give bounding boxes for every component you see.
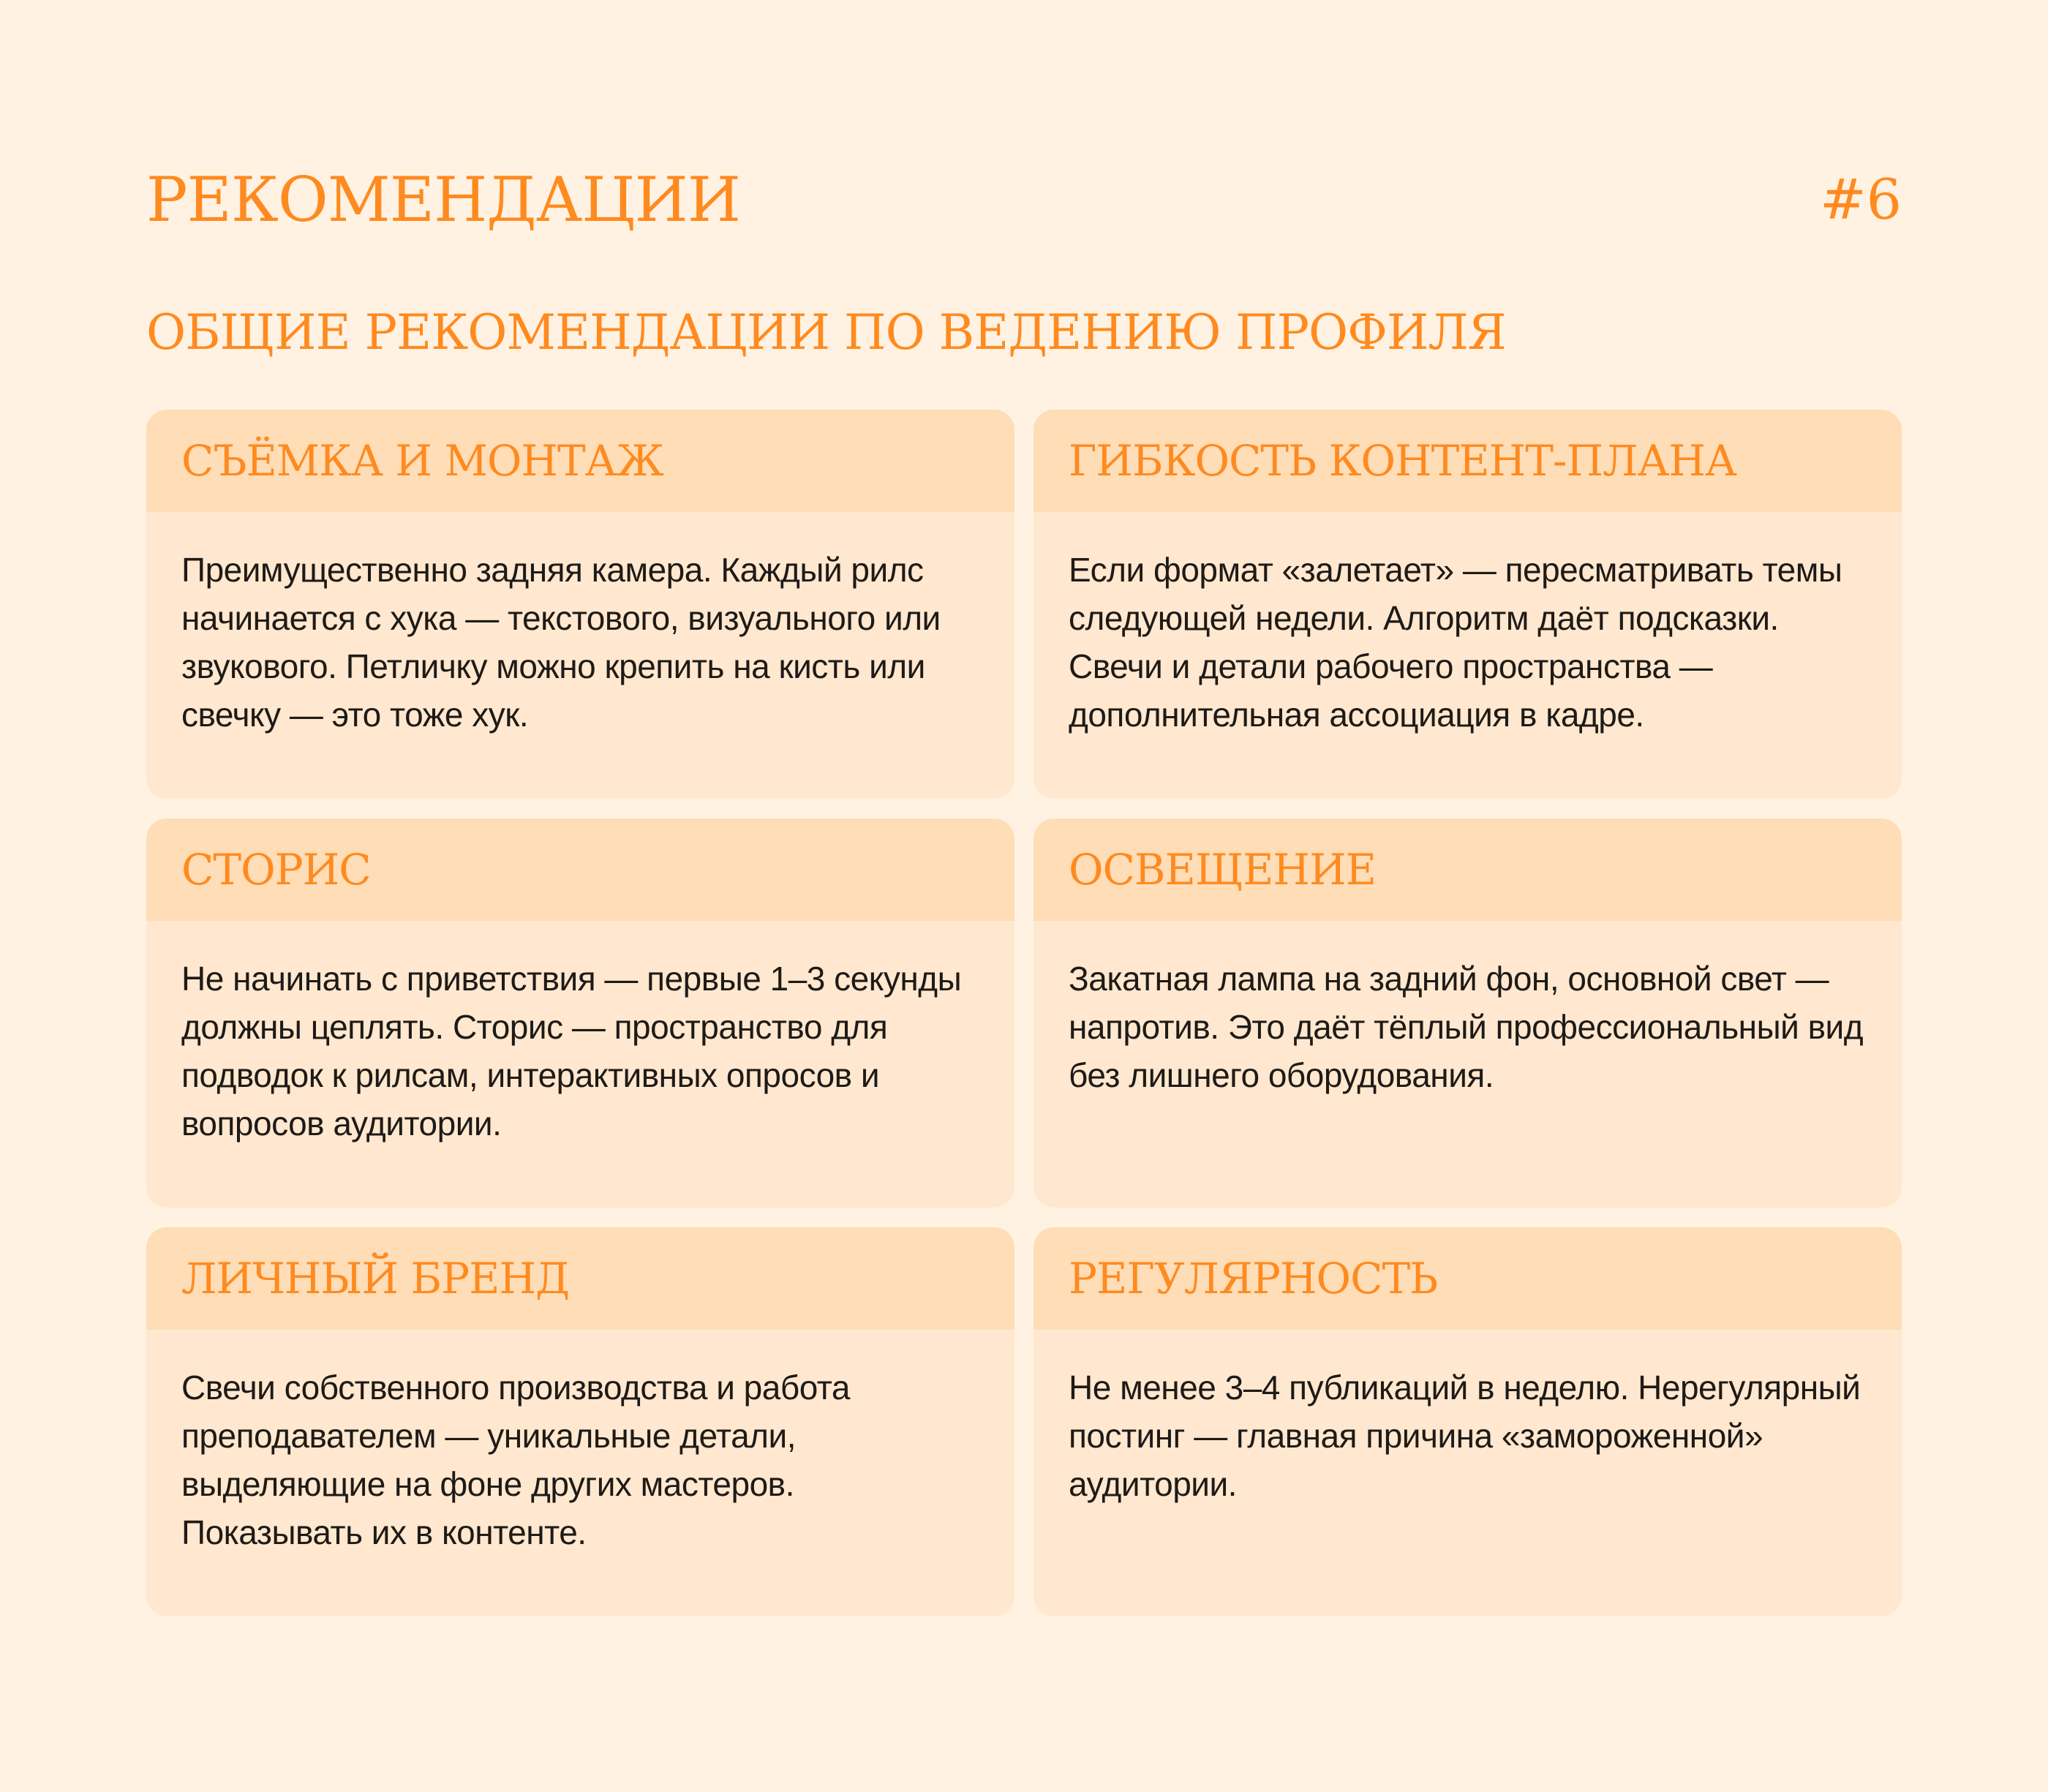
card-header — [1034, 410, 1902, 512]
card-title: ЛИЧНЫЙ БРЕНД — [181, 1254, 570, 1303]
recommendation-cards-grid — [146, 410, 1902, 1616]
card-body — [1034, 512, 1902, 739]
page-number: #6 — [1819, 167, 1902, 232]
card-header — [146, 818, 1014, 921]
card-body — [146, 921, 1014, 1148]
card-body — [1034, 1330, 1902, 1508]
card-stories — [146, 818, 1014, 1208]
section-subtitle: ОБЩИЕ РЕКОМЕНДАЦИИ ПО ВЕДЕНИЮ ПРОФИЛЯ — [146, 304, 1506, 361]
card-personal-brand — [146, 1227, 1014, 1616]
card-text: Не начинать с приветствия — первые 1–3 секунды должны цеплять. Сторис — пространство для подводок к рилсам, интерактивных опросов и вопросов аудитории. — [181, 960, 962, 1142]
card-text: Не менее 3–4 публикаций в неделю. Нерегулярный постинг — главная причина «замороженной» аудитории. — [1069, 1369, 1861, 1503]
card-header — [146, 1227, 1014, 1330]
card-header — [146, 410, 1014, 512]
card-text: Преимущественно задняя камера. Каждый рилс начинается с хука — текстового, визуального или звукового. Петличку можно крепить на кисть или свечку — это тоже хук. — [181, 551, 941, 734]
card-shooting-editing — [146, 410, 1014, 799]
card-text: Закатная лампа на задний фон, основной свет — напротив. Это даёт тёплый профессиональный вид без лишнего оборудования. — [1069, 960, 1864, 1094]
card-header — [1034, 818, 1902, 921]
card-regularity — [1034, 1227, 1902, 1616]
card-title: РЕГУЛЯРНОСТЬ — [1069, 1254, 1438, 1303]
card-title: СТОРИС — [181, 845, 371, 895]
page-title: РЕКОМЕНДАЦИИ — [146, 164, 740, 236]
card-body — [146, 512, 1014, 739]
card-title: ОСВЕЩЕНИЕ — [1069, 845, 1376, 895]
card-body — [146, 1330, 1014, 1556]
card-content-plan-flexibility — [1034, 410, 1902, 799]
card-title: ГИБКОСТЬ КОНТЕНТ-ПЛАНА — [1069, 436, 1736, 486]
card-header — [1034, 1227, 1902, 1330]
card-text: Свечи собственного производства и работа преподавателем — уникальные детали, выделяющие на фоне других мастеров. Показывать их в контенте. — [181, 1369, 850, 1551]
card-text: Если формат «залетает» — пересматривать темы следующей недели. Алгоритм даёт подсказки. Свечи и детали рабочего пространства — дополнительная ассоциация в кадре. — [1069, 551, 1842, 734]
card-body — [1034, 921, 1902, 1099]
card-title: СЪЁМКА И МОНТАЖ — [181, 436, 663, 486]
card-lighting — [1034, 818, 1902, 1208]
